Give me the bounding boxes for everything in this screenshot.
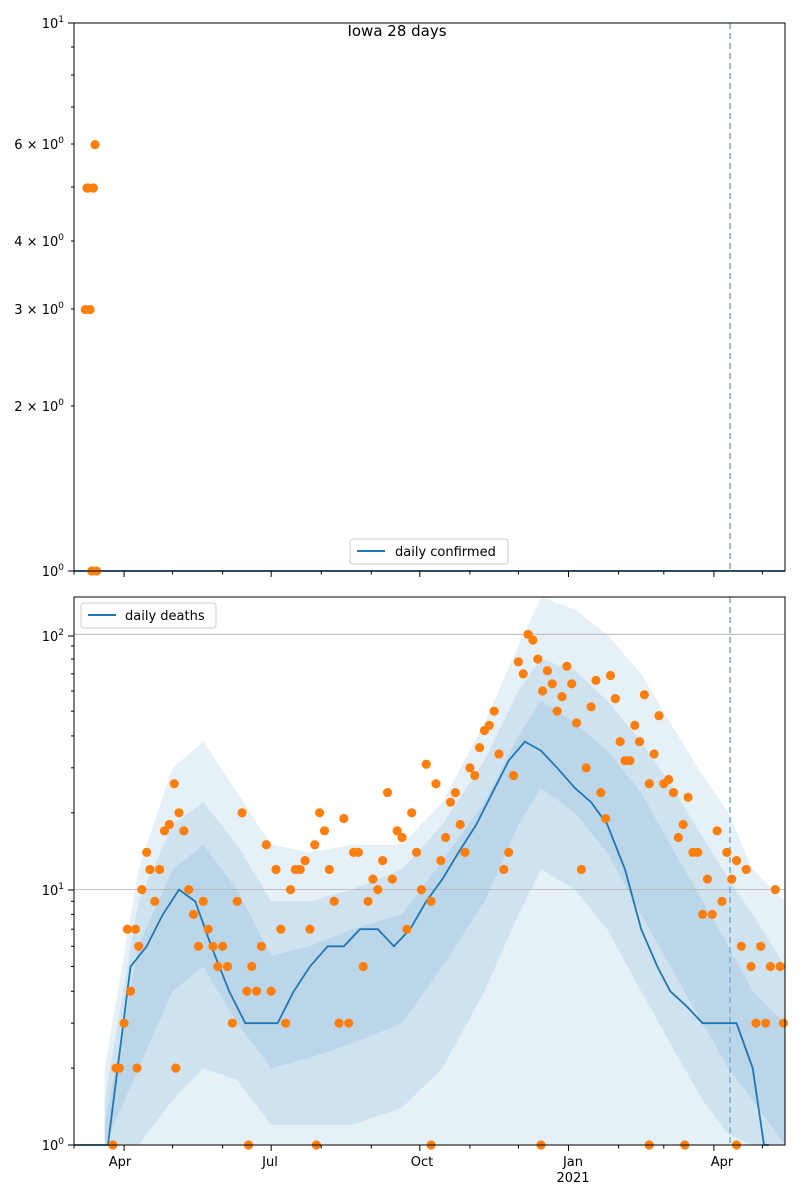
data-point (713, 826, 722, 835)
data-point (654, 711, 663, 720)
x-tick-label-year: 2021 (556, 1171, 590, 1186)
data-point (267, 987, 276, 996)
data-point (664, 775, 673, 784)
data-point (533, 654, 542, 663)
data-point (606, 671, 615, 680)
data-point (412, 848, 421, 857)
data-point (625, 756, 634, 765)
data-point (494, 749, 503, 758)
data-point (296, 865, 305, 874)
data-point (184, 885, 193, 894)
data-point (746, 962, 755, 971)
x-tick-label-jan: Jan (562, 1155, 584, 1170)
data-point (194, 942, 203, 951)
data-point (456, 820, 465, 829)
data-point (766, 962, 775, 971)
data-point (470, 771, 479, 780)
data-point (475, 743, 484, 752)
data-point (776, 962, 785, 971)
data-point (145, 865, 154, 874)
data-point (402, 925, 411, 934)
x-tick-label-apr: Apr (108, 1155, 132, 1170)
data-point (223, 962, 232, 971)
data-point (281, 1019, 290, 1028)
data-point (591, 676, 600, 685)
data-point (567, 679, 576, 688)
data-point (436, 856, 445, 865)
y-tick-label: $10^1$ (41, 15, 64, 32)
y-tick-label: $6 \times 10^0$ (14, 136, 64, 153)
x-tick-label-jul: Jul (262, 1155, 278, 1170)
data-point (204, 925, 213, 934)
data-point (155, 865, 164, 874)
legend-label: daily confirmed (395, 545, 496, 560)
data-point (170, 779, 179, 788)
data-point (577, 865, 586, 874)
data-point (228, 1019, 237, 1028)
x-tick-label-oct: Oct (410, 1155, 434, 1170)
data-point (271, 865, 280, 874)
deaths-x-tick-labels (109, 1155, 734, 1186)
x-tick-label-apr-2021: Apr (710, 1155, 734, 1170)
data-point (344, 1019, 353, 1028)
data-point (315, 808, 324, 817)
data-point (562, 662, 571, 671)
data-point (247, 962, 256, 971)
y-tick-label: $2 \times 10^0$ (14, 398, 64, 415)
data-point (422, 760, 431, 769)
data-point (137, 885, 146, 894)
data-point (174, 808, 183, 817)
data-point (431, 779, 440, 788)
data-point (286, 885, 295, 894)
data-point (115, 1064, 124, 1073)
data-point (683, 793, 692, 802)
data-point (373, 885, 382, 894)
data-point (407, 808, 416, 817)
confirmed-chart-panel (14, 15, 785, 580)
data-point (354, 848, 363, 857)
data-point (727, 874, 736, 883)
data-point (582, 763, 591, 772)
data-point (150, 897, 159, 906)
data-point (252, 987, 261, 996)
data-point (465, 763, 474, 772)
deaths-y-axis (42, 628, 74, 1154)
data-point (572, 718, 581, 727)
data-point (630, 721, 639, 730)
confirmed-legend (350, 539, 508, 564)
data-point (123, 925, 132, 934)
data-point (441, 833, 450, 842)
confirmed-y-axis (14, 15, 74, 580)
legend-label: daily deaths (125, 609, 205, 624)
data-point (509, 771, 518, 780)
data-point (300, 856, 309, 865)
data-point (499, 865, 508, 874)
data-point (90, 140, 99, 149)
data-point (451, 788, 460, 797)
data-point (325, 865, 334, 874)
y-tick-label: $10^0$ (41, 563, 64, 580)
y-tick-label: $10^2$ (41, 628, 64, 645)
data-point (490, 707, 499, 716)
data-point (596, 788, 605, 797)
chart-title: Iowa 28 days (347, 22, 447, 40)
data-point (737, 942, 746, 951)
data-point (368, 874, 377, 883)
data-point (242, 987, 251, 996)
data-point (134, 942, 143, 951)
data-point (548, 679, 557, 688)
data-point (446, 798, 455, 807)
data-point (751, 1019, 760, 1028)
data-point (378, 856, 387, 865)
data-point (732, 856, 741, 865)
data-point (132, 1064, 141, 1073)
data-point (171, 1064, 180, 1073)
data-point (363, 897, 372, 906)
data-point (119, 1019, 128, 1028)
data-point (771, 885, 780, 894)
data-point (779, 1019, 788, 1028)
data-point (722, 848, 731, 857)
data-point (199, 897, 208, 906)
data-point (717, 897, 726, 906)
data-point (208, 942, 217, 951)
data-point (756, 942, 765, 951)
data-point (601, 814, 610, 823)
data-point (310, 840, 319, 849)
data-point (339, 814, 348, 823)
data-point (538, 686, 547, 695)
confirmed-plot-area (74, 23, 785, 571)
data-point (528, 635, 537, 644)
data-point (640, 690, 649, 699)
deaths-chart-panel (42, 597, 788, 1186)
confirmed-x-axis (74, 571, 762, 577)
data-point (693, 848, 702, 857)
data-point (417, 885, 426, 894)
data-point (189, 910, 198, 919)
data-point (89, 183, 98, 192)
data-point (708, 910, 717, 919)
data-point (514, 657, 523, 666)
data-point (761, 1019, 770, 1028)
data-point (698, 910, 707, 919)
data-point (359, 962, 368, 971)
data-point (165, 820, 174, 829)
data-point (320, 826, 329, 835)
deaths-x-axis (74, 1145, 762, 1151)
data-point (179, 826, 188, 835)
data-point (674, 833, 683, 842)
data-point (383, 788, 392, 797)
data-point (611, 694, 620, 703)
data-point (427, 897, 436, 906)
data-point (305, 925, 314, 934)
data-point (276, 925, 285, 934)
data-point (334, 1019, 343, 1028)
data-point (233, 897, 242, 906)
data-point (635, 737, 644, 746)
data-point (388, 874, 397, 883)
data-point (142, 848, 151, 857)
data-point (237, 808, 246, 817)
data-point (557, 692, 566, 701)
data-point (543, 666, 552, 675)
data-point (397, 833, 406, 842)
data-point (519, 669, 528, 678)
data-point (86, 305, 95, 314)
data-point (742, 865, 751, 874)
data-point (645, 779, 654, 788)
y-tick-label: $10^1$ (41, 882, 64, 899)
y-tick-label: $10^0$ (41, 1137, 64, 1154)
data-point (616, 737, 625, 746)
data-point (669, 788, 678, 797)
data-point (330, 897, 339, 906)
data-point (504, 848, 513, 857)
data-point (460, 848, 469, 857)
data-point (218, 942, 227, 951)
data-point (586, 702, 595, 711)
deaths-legend (81, 603, 216, 628)
data-point (126, 987, 135, 996)
data-point (131, 925, 140, 934)
y-tick-label: $3 \times 10^0$ (14, 301, 64, 318)
y-tick-label: $4 \times 10^0$ (14, 233, 64, 250)
data-point (650, 749, 659, 758)
data-point (257, 942, 266, 951)
data-point (262, 840, 271, 849)
data-point (679, 820, 688, 829)
data-point (485, 721, 494, 730)
data-point (703, 874, 712, 883)
data-point (553, 707, 562, 716)
data-point (213, 962, 222, 971)
